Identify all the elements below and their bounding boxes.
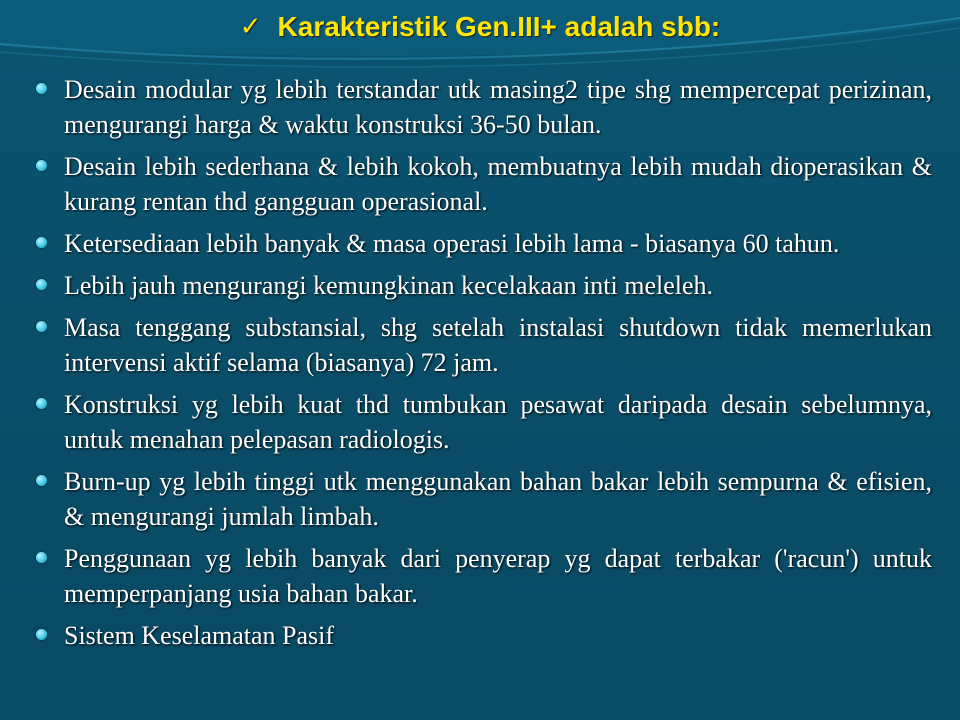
slide-title: Karakteristik Gen.III+ adalah sbb: xyxy=(277,11,721,42)
bullet-text: Ketersediaan lebih banyak & masa operasi lebih lama - biasanya 60 tahun. xyxy=(64,229,840,258)
bullet-text: Desain lebih sederhana & lebih kokoh, membuatnya lebih mudah dioperasikan & kurang rentan thd gangguan operasional. xyxy=(64,152,932,216)
bullet-item xyxy=(36,387,932,457)
bullet-item xyxy=(36,72,932,142)
bullet-dot-icon xyxy=(36,160,47,171)
bullet-item xyxy=(36,618,932,653)
bullet-dot-icon xyxy=(36,475,47,486)
bullet-item xyxy=(36,226,932,261)
bullet-dot-icon xyxy=(36,629,47,640)
bullet-item xyxy=(36,149,932,219)
bullet-text: Konstruksi yg lebih kuat thd tumbukan pesawat daripada desain sebelumnya, untuk menahan pelepasan radiologis. xyxy=(64,390,932,454)
bullet-dot-icon xyxy=(36,237,47,248)
bullet-item xyxy=(36,541,932,611)
bullet-text: Masa tenggang substansial, shg setelah instalasi shutdown tidak memerlukan intervensi aktif selama (biasanya) 72 jam. xyxy=(64,313,932,377)
bullet-list xyxy=(36,72,932,660)
title-row xyxy=(0,4,960,50)
bullet-dot-icon xyxy=(36,321,47,332)
bullet-text: Penggunaan yg lebih banyak dari penyerap yg dapat terbakar ('racun') untuk memperpanjang usia bahan bakar. xyxy=(64,544,932,608)
bullet-text: Sistem Keselamatan Pasif xyxy=(64,621,335,650)
bullet-dot-icon xyxy=(36,83,47,94)
checkmark-icon: ✓ xyxy=(239,12,262,42)
bullet-dot-icon xyxy=(36,279,47,290)
bullet-item xyxy=(36,464,932,534)
bullet-item xyxy=(36,310,932,380)
bullet-text: Desain modular yg lebih terstandar utk masing2 tipe shg mempercepat perizinan, mengurangi harga & waktu konstruksi 36-50 bulan. xyxy=(64,75,932,139)
bullet-item xyxy=(36,268,932,303)
bullet-dot-icon xyxy=(36,398,47,409)
bullet-text: Burn-up yg lebih tinggi utk menggunakan bahan bakar lebih sempurna & efisien, & mengurangi jumlah limbah. xyxy=(64,467,932,531)
bullet-dot-icon xyxy=(36,552,47,563)
bullet-text: Lebih jauh mengurangi kemungkinan kecelakaan inti meleleh. xyxy=(64,271,714,300)
